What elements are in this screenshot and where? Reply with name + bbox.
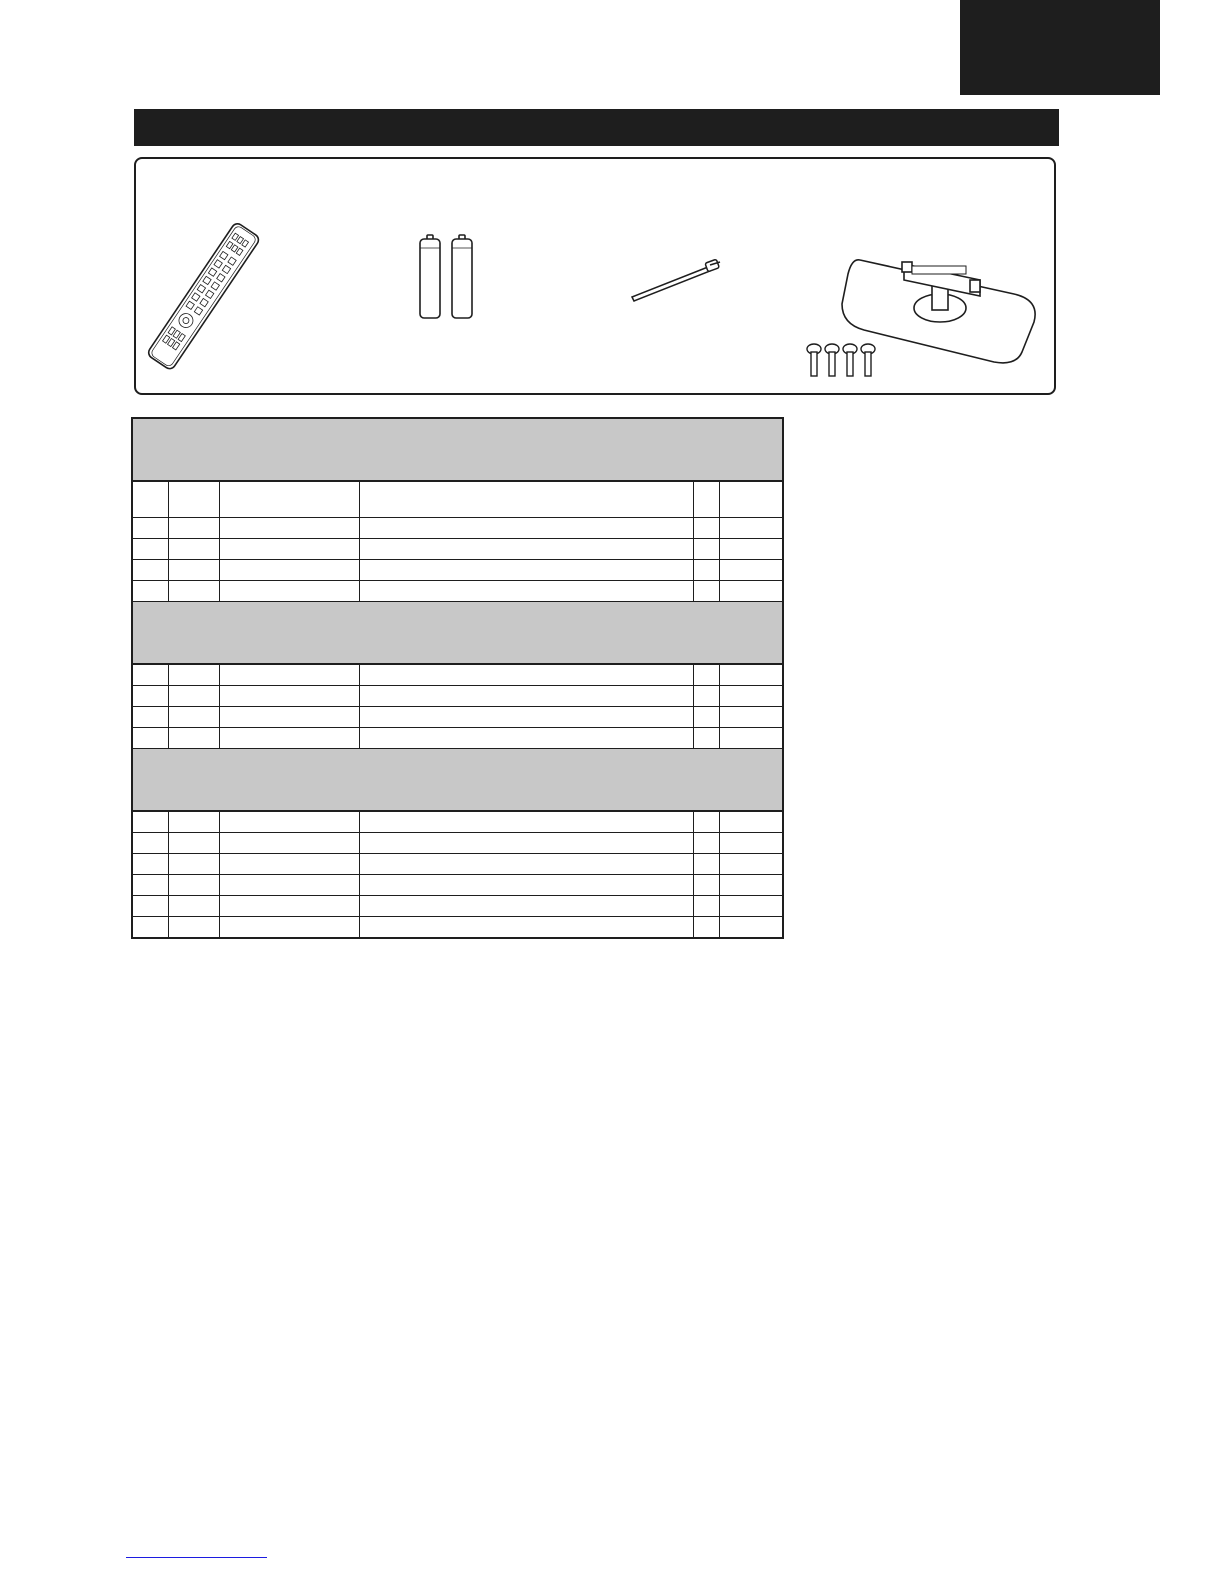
table-cell — [168, 833, 219, 854]
table-row — [132, 581, 783, 602]
table-cell — [132, 728, 168, 749]
table-cell — [219, 707, 359, 728]
table-cell — [359, 875, 693, 896]
table-cell — [719, 707, 783, 728]
column-header — [359, 481, 693, 518]
table-cell — [168, 854, 219, 875]
table-cell — [359, 581, 693, 602]
table-cell — [693, 664, 719, 686]
parts-table — [131, 417, 784, 939]
table-cell — [132, 875, 168, 896]
table-cell — [132, 664, 168, 686]
table-row — [132, 728, 783, 749]
table-cell — [719, 896, 783, 917]
table-cell — [219, 875, 359, 896]
remote-control-icon — [150, 230, 290, 370]
table-cell — [132, 539, 168, 560]
table-cell — [132, 833, 168, 854]
table-cell — [219, 854, 359, 875]
corner-tab — [960, 0, 1160, 95]
table-cell — [168, 707, 219, 728]
table-cell — [719, 560, 783, 581]
table-row — [132, 664, 783, 686]
table-cell — [132, 896, 168, 917]
table-cell — [132, 686, 168, 707]
table-cell — [719, 664, 783, 686]
table-row — [132, 518, 783, 539]
batteries-icon — [418, 234, 474, 320]
table-cell — [219, 686, 359, 707]
table-cell — [132, 917, 168, 939]
table-cell — [693, 560, 719, 581]
stand-and-screws-icon — [804, 258, 1044, 378]
table-cell — [693, 917, 719, 939]
table-cell — [168, 518, 219, 539]
table-cell — [719, 833, 783, 854]
table-cell — [359, 833, 693, 854]
group-header — [132, 749, 783, 812]
table-cell — [719, 811, 783, 833]
table-cell — [132, 854, 168, 875]
section-title-bar — [134, 109, 1059, 146]
table-row — [132, 833, 783, 854]
table-cell — [219, 917, 359, 939]
table-cell — [719, 875, 783, 896]
table-cell — [219, 833, 359, 854]
table-cell — [168, 560, 219, 581]
table-cell — [168, 811, 219, 833]
table-cell — [168, 581, 219, 602]
table-cell — [693, 539, 719, 560]
table-cell — [132, 707, 168, 728]
table-cell — [359, 728, 693, 749]
column-header — [132, 481, 168, 518]
table-cell — [132, 518, 168, 539]
table-cell — [693, 896, 719, 917]
table-cell — [693, 686, 719, 707]
table-cell — [359, 707, 693, 728]
table-cell — [168, 728, 219, 749]
table-cell — [132, 581, 168, 602]
table-row — [132, 896, 783, 917]
table-cell — [719, 518, 783, 539]
group-header — [132, 418, 783, 481]
table-cell — [219, 728, 359, 749]
table-row — [132, 539, 783, 560]
table-cell — [359, 518, 693, 539]
table-cell — [168, 686, 219, 707]
table-cell — [693, 833, 719, 854]
table-cell — [359, 539, 693, 560]
group-header — [132, 602, 783, 665]
table-row — [132, 917, 783, 939]
table-cell — [719, 539, 783, 560]
group-title — [132, 602, 783, 665]
table-cell — [219, 581, 359, 602]
table-row — [132, 811, 783, 833]
column-header — [168, 481, 219, 518]
footer-link-underline[interactable] — [126, 1557, 267, 1558]
table-cell — [719, 917, 783, 939]
table-cell — [693, 854, 719, 875]
table-cell — [693, 707, 719, 728]
table-cell — [693, 875, 719, 896]
table-cell — [359, 917, 693, 939]
table-row — [132, 686, 783, 707]
table-cell — [219, 560, 359, 581]
table-cell — [219, 896, 359, 917]
table-cell — [359, 560, 693, 581]
table-cell — [168, 664, 219, 686]
table-row — [132, 854, 783, 875]
table-cell — [719, 728, 783, 749]
group-title — [132, 749, 783, 812]
table-cell — [359, 854, 693, 875]
table-cell — [693, 581, 719, 602]
table-cell — [219, 539, 359, 560]
table-cell — [219, 664, 359, 686]
table-cell — [693, 728, 719, 749]
table-cell — [168, 917, 219, 939]
table-cell — [359, 896, 693, 917]
table-cell — [719, 854, 783, 875]
table-row — [132, 560, 783, 581]
column-header — [219, 481, 359, 518]
table-cell — [693, 518, 719, 539]
table-row — [132, 707, 783, 728]
table-cell — [219, 518, 359, 539]
table-cell — [359, 811, 693, 833]
table-cell — [719, 581, 783, 602]
table-cell — [693, 811, 719, 833]
table-row — [132, 875, 783, 896]
table-cell — [132, 811, 168, 833]
cable-tie-icon — [628, 259, 724, 303]
column-header-row — [132, 481, 783, 518]
table-cell — [719, 686, 783, 707]
table-cell — [132, 560, 168, 581]
group-title — [132, 418, 783, 481]
table-cell — [359, 686, 693, 707]
table-cell — [359, 664, 693, 686]
table-cell — [219, 811, 359, 833]
table-cell — [168, 539, 219, 560]
table-cell — [168, 896, 219, 917]
column-header — [693, 481, 719, 518]
table-cell — [168, 875, 219, 896]
column-header — [719, 481, 783, 518]
